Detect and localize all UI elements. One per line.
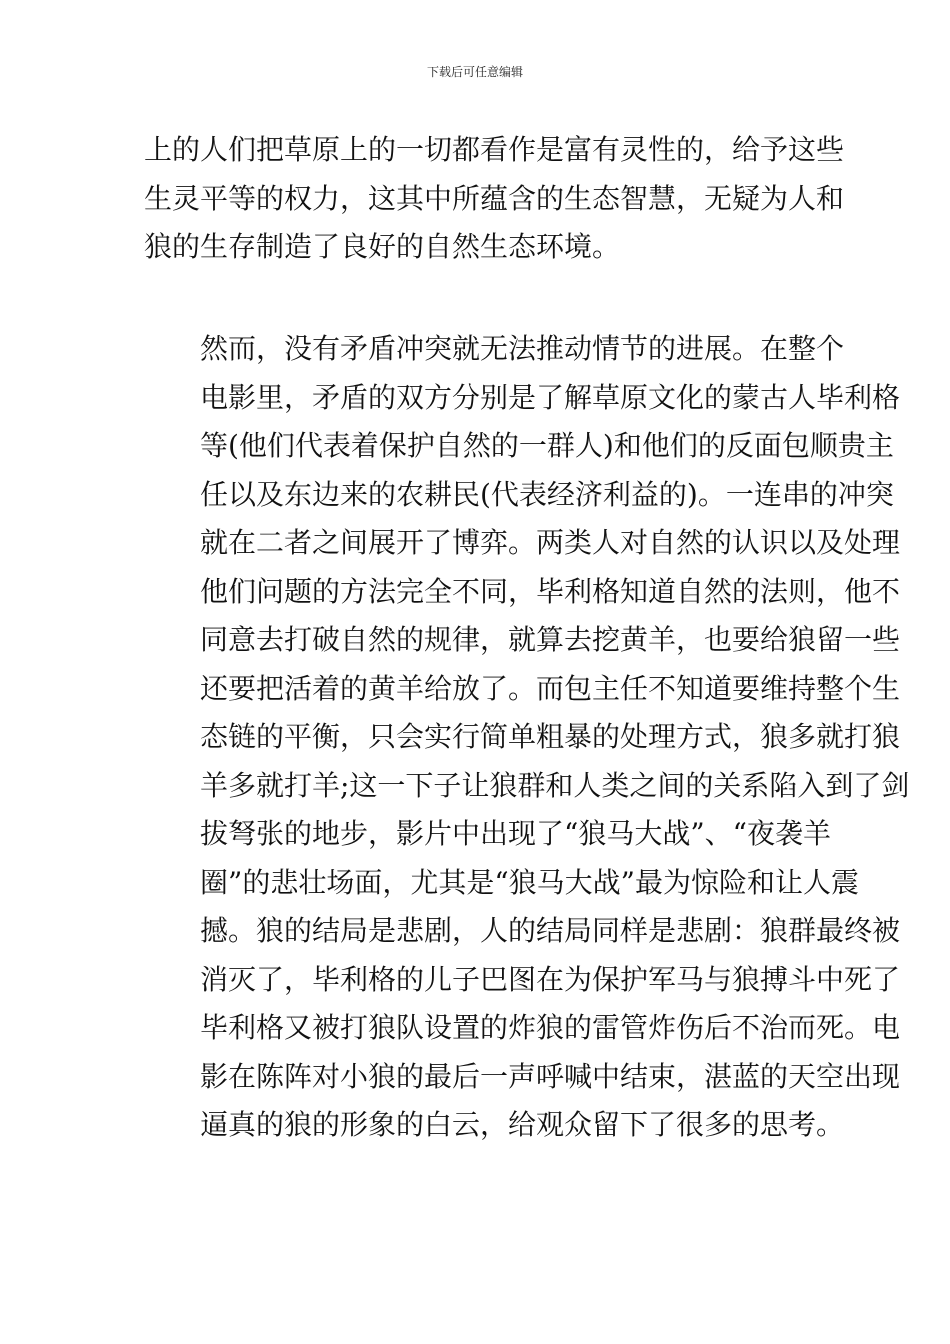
text-line: 拔弩张的地步，影片中出现了“狼马大战”、“夜袭羊: [200, 817, 831, 850]
text-line: 毕利格又被打狼队设置的炸狼的雷管炸伤后不治而死。电: [200, 1011, 901, 1044]
text-line: 羊多就打羊;这一下子让狼群和人类之间的关系陷入到了剑: [200, 768, 910, 802]
paragraph-2: [144, 325, 910, 1150]
text-line: 态链的平衡，只会实行简单粗暴的处理方式，狼多就打狼: [200, 720, 901, 753]
text-line: 上的人们把草原上的一切都看作是富有灵性的，给予这些: [144, 133, 845, 166]
text-line: 狼的生存制造了良好的自然生态环境。: [144, 230, 621, 263]
paragraph-1: [144, 126, 845, 272]
text-line: 逼真的狼的形象的白云，给观众留下了很多的思考。: [200, 1108, 845, 1141]
text-line: 任以及东边来的农耕民(代表经济利益的)。一连串的冲突: [200, 477, 894, 511]
text-line: 撼。狼的结局是悲剧，人的结局同样是悲剧：狼群最终被: [200, 914, 901, 947]
text-line: 影在陈阵对小狼的最后一声呼喊中结束，湛蓝的天空出现: [200, 1059, 901, 1093]
text-line: 他们问题的方法完全不同，毕利格知道自然的法则，他不: [200, 574, 901, 608]
text-line: 同意去打破自然的规律，就算去挖黄羊，也要给狼留一些: [200, 623, 901, 656]
text-line: 等(他们代表着保护自然的一群人)和他们的反面包顺贵主: [200, 429, 894, 462]
text-line: 圈”的悲壮场面，尤其是“狼马大战”最为惊险和让人震: [200, 865, 859, 899]
text-line: 消灭了，毕利格的儿子巴图在为保护军马与狼搏斗中死了: [200, 962, 901, 996]
text-line: 电影里，矛盾的双方分别是了解草原文化的蒙古人毕利格: [200, 380, 901, 414]
text-line: 还要把活着的黄羊给放了。而包主任不知道要维持整个生: [200, 671, 901, 705]
page-header: 下载后可任意编辑: [426, 65, 523, 79]
text-line: 然而，没有矛盾冲突就无法推动情节的进展。在整个: [200, 332, 845, 365]
text-line: 生灵平等的权力，这其中所蕴含的生态智慧，无疑为人和: [144, 181, 845, 215]
text-line: 就在二者之间展开了博弈。两类人对自然的认识以及处理: [200, 526, 901, 559]
